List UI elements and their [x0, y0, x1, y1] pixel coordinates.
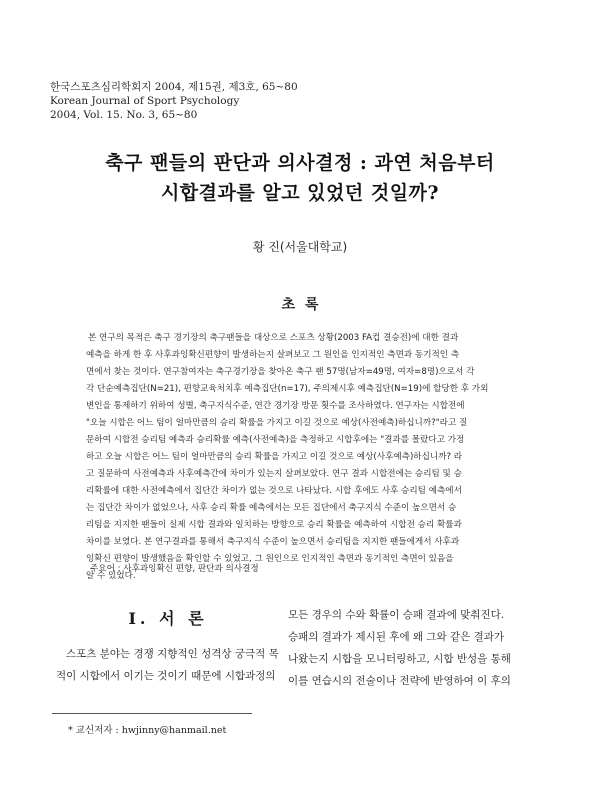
- body-line: 승패의 결과가 제시된 후에 왜 그와 같은 결과가: [288, 631, 505, 643]
- title-line-2: 시합결과를 알고 있었던 것일까?: [160, 182, 440, 204]
- abstract-line: 본 연구의 목적은 축구 경기장의 축구팬들을 대상으로 스포츠 상황(2003 FA컵 결승전)에 대한 결과: [88, 333, 459, 343]
- body-line: 스포츠 분야는 경쟁 지향적인 성격상 궁극적 목: [66, 648, 279, 660]
- abstract-line: "오늘 시합은 어느 팀이 얼마만큼의 승리 확률을 가지고 이길 것으로 예상(사전예측)하십니까?"라고 질: [86, 418, 468, 428]
- section-heading-introduction: Ⅰ. 서 론: [128, 609, 208, 628]
- abstract-line: 변인을 통제하기 위하여 성별, 축구지식수준, 연간 경기장 방문 횟수를 조사하였다. 연구자는 시합전에: [86, 401, 465, 411]
- keywords: 주요어 : 사후과잉확신 편향, 판단과 의사결정: [90, 564, 259, 574]
- corresponding-author-footnote: * 교신저자 : hwjinny@hanmail.net: [68, 725, 227, 736]
- abstract-line: 문하여 시합전 승리팀 예측과 승리확률 예측(사전예측)을 측정하고 시합후에는 "결과를 몰랐다고 가정: [86, 435, 465, 445]
- abstract-line: 면에서 찾는 것이다. 연구참여자는 축구경기장을 찾아온 축구 팬 57명(남자=49명, 여자=8명)으로서 각: [86, 367, 475, 377]
- abstract-line: 차이를 보였다. 본 연구결과를 통해서 축구지식 수준이 높으면서 승리팀을 지지한 팬들에게서 사후과: [86, 537, 460, 547]
- journal-citation: [50, 80, 298, 122]
- abstract-line: 리팀을 지지한 팬들이 실제 시합 결과와 일치하는 방향으로 승리 확률을 예측하여 시합전 승리 확률과: [86, 520, 462, 530]
- abstract-line: 각 단순예측집단(N=21), 편향교육처치후 예측집단(n=17), 주의제시후 예측집단(N=19)에 할당한 후 가외: [86, 384, 489, 394]
- paper-title: [0, 148, 600, 208]
- body-right-column: [288, 604, 544, 692]
- abstract-line: 는 집단간 차이가 없었으나, 사후 승리 확률 예측에서는 모든 집단에서 축구지식 수준이 높으면서 승: [86, 503, 457, 513]
- abstract-line: 하고 오늘 시합은 어느 팀이 얼마만큼의 승리 확률을 가지고 이길 것으로 예상(사후예측)하십니까? 라: [86, 452, 463, 462]
- title-line-1: 축구 팬들의 판단과 의사결정 : 과연 처음부터: [105, 152, 495, 174]
- body-line: 나왔는지 시합을 모니터링하고, 시합 반성을 통해: [288, 653, 511, 665]
- journal-korean-citation: 한국스포츠심리학회지 2004, 제15권, 제3호, 65~80: [50, 81, 298, 93]
- abstract-line: 알 수 있었다.: [86, 571, 136, 581]
- abstract-line: 리확률에 대한 사전예측에서 집단간 차이가 없는 것으로 나타났다. 시합 후에도 사후 승리팀 예측에서: [86, 486, 462, 496]
- abstract-line: 예측을 하게 한 후 사후과잉확신편향이 발생하는지 살펴보고 그 원인을 인지적인 측면과 동기적인 측: [86, 350, 460, 360]
- journal-volume-info: 2004, Vol. 15. No. 3, 65~80: [50, 109, 198, 121]
- abstract-body: [86, 330, 520, 585]
- body-line: 적이 시합에서 이기는 것이기 때문에 시합과정의: [56, 670, 276, 682]
- body-line: 모든 경우의 수와 확률이 승패 결과에 맞춰진다.: [288, 609, 505, 621]
- abstract-line: 고 질문하여 사전예측과 사후예측간에 차이가 있는지 살펴보았다. 연구 결과 시합전에는 승리팀 및 승: [86, 469, 462, 479]
- journal-english-name: Korean Journal of Sport Psychology: [50, 95, 240, 107]
- author-affiliation: 황 진(서울대학교): [252, 240, 348, 254]
- abstract-line: 잉확신 편향이 발생했음을 확인할 수 있었고, 그 원인으로 인지적인 측면과 동기적인 측면이 있음을: [86, 554, 454, 564]
- body-line: 이를 연습시의 전술이나 전략에 반영하여 이 후의: [288, 675, 511, 687]
- footnote-divider: [52, 713, 252, 714]
- abstract-heading: 초록: [281, 297, 329, 313]
- body-left-column: [56, 643, 292, 687]
